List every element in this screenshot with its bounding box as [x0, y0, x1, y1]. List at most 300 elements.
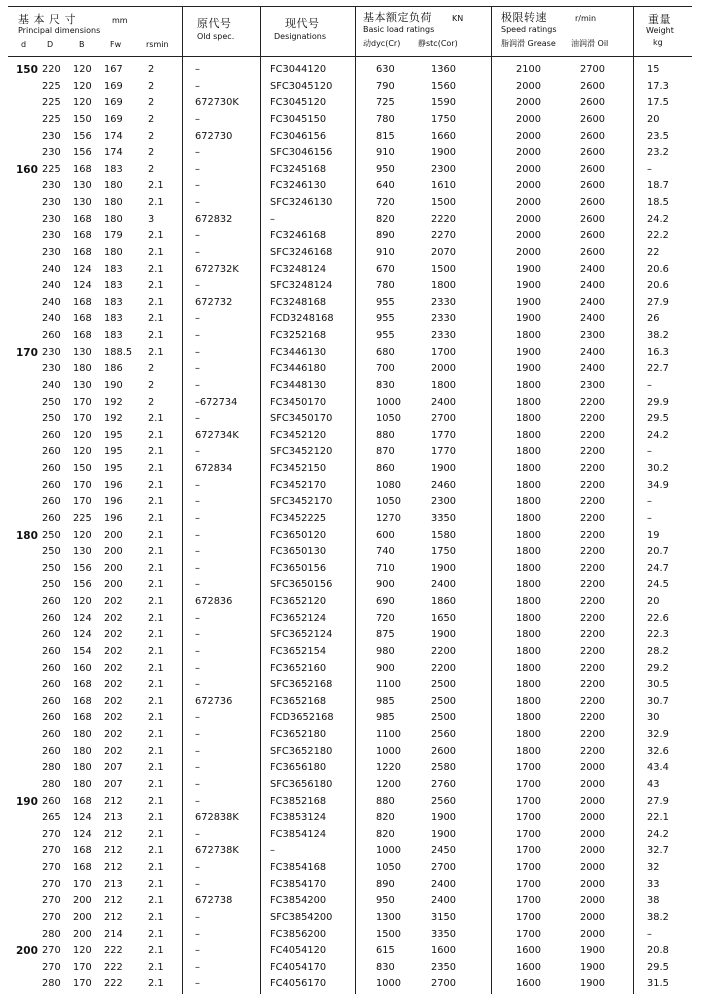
load-cor-cell: 2400 — [431, 396, 456, 408]
col-rsmin-cell: 2.1 — [148, 579, 164, 591]
speed-oil-cell: 2000 — [580, 878, 605, 890]
old-spec-cell: 672834 — [195, 463, 233, 474]
col-B-cell: 156 — [73, 147, 92, 159]
table-row — [0, 245, 701, 262]
col-D-cell: 230 — [42, 213, 61, 225]
load-cor-cell: 1750 — [431, 113, 456, 125]
col-Fw-cell: 222 — [104, 978, 123, 990]
speed-oil-cell: 2200 — [580, 479, 605, 491]
speed-grease-cell: 1800 — [516, 429, 541, 441]
col-D-cell: 270 — [42, 828, 61, 840]
table-row — [0, 760, 701, 777]
speed-oil-cell: 2200 — [580, 629, 605, 641]
speed-grease-cell: 1700 — [516, 828, 541, 840]
table-row — [0, 262, 701, 279]
col-D-cell: 260 — [42, 596, 61, 607]
old-spec-cell: – — [195, 197, 200, 208]
weight-cell: 27.9 — [647, 795, 669, 807]
designation-cell: FC3652154 — [270, 645, 327, 657]
table-row — [0, 827, 701, 844]
col-rsmin-cell: 2.1 — [148, 346, 164, 358]
col-rsmin-cell: 2.1 — [148, 978, 164, 990]
load-cor-cell: 2560 — [431, 795, 456, 807]
col-rsmin-cell: 2.1 — [148, 429, 164, 441]
old-spec-cell: – — [195, 363, 200, 375]
table-row — [0, 960, 701, 977]
col-D-cell: 260 — [42, 679, 61, 691]
weight-cell: – — [647, 496, 652, 508]
speed-oil-cell: 2200 — [580, 612, 605, 624]
designation-cell: SFC3248124 — [270, 280, 333, 292]
col-D-cell: 260 — [42, 712, 61, 724]
table-row — [0, 328, 701, 345]
col-Fw-cell: 183 — [104, 163, 123, 175]
old-spec-cell: – — [195, 978, 200, 990]
col-D-cell: 240 — [42, 280, 61, 292]
col-B-cell: 170 — [73, 878, 92, 890]
col-Fw-cell: 183 — [104, 263, 123, 275]
load-cor-cell: 2500 — [431, 695, 456, 707]
table-row — [0, 295, 701, 312]
col-Fw-cell: 169 — [104, 80, 123, 92]
weight-cell: 24.2 — [647, 828, 669, 840]
speed-oil-cell: 2400 — [580, 313, 605, 325]
weight-cell: 24.7 — [647, 562, 669, 574]
load-unit: KN — [452, 14, 464, 23]
col-rsmin-cell: 2.1 — [148, 878, 164, 890]
speed-oil-cell: 2000 — [580, 795, 605, 807]
col-D-header: D — [47, 40, 54, 49]
load-cr-cell: 860 — [376, 463, 395, 474]
col-rsmin-cell: 2.1 — [148, 895, 164, 907]
col-Fw-cell: 200 — [104, 529, 123, 541]
speed-oil-cell: 2400 — [580, 363, 605, 375]
speed-oil-cell: 2200 — [580, 695, 605, 707]
load-cr-cell: 720 — [376, 612, 395, 624]
col-Fw-cell: 169 — [104, 113, 123, 125]
col-Fw-cell: 212 — [104, 828, 123, 840]
old-spec-cell: 672836 — [195, 596, 233, 607]
weight-cell: 30 — [647, 712, 660, 724]
col-D-cell: 230 — [42, 230, 61, 242]
speed-title-cn: 极限转速 — [501, 11, 547, 24]
col-rsmin-cell: 2.1 — [148, 246, 164, 258]
old-spec-cell: – — [195, 828, 200, 840]
old-spec-cell: 672732K — [195, 263, 239, 275]
col-D-cell: 260 — [42, 429, 61, 441]
col-B-cell: 180 — [73, 729, 92, 740]
weight-cell: 23.5 — [647, 130, 669, 142]
col-rsmin-cell: 2.1 — [148, 296, 164, 308]
col-B-cell: 168 — [73, 845, 92, 857]
table-row — [0, 95, 701, 112]
load-cr-cell: 1100 — [376, 679, 401, 691]
old-spec-cell: – — [195, 230, 200, 242]
col-B-cell: 156 — [73, 130, 92, 142]
col-B-cell: 120 — [73, 529, 92, 541]
col-rsmin-cell: 2.1 — [148, 862, 164, 873]
weight-cell: – — [647, 928, 652, 940]
old-spec-cell: – — [195, 645, 200, 657]
col-D-cell: 260 — [42, 729, 61, 740]
weight-cell: 20 — [647, 596, 660, 607]
col-d-cell: 190 — [16, 795, 38, 808]
col-D-cell: 265 — [42, 812, 61, 824]
weight-cell: 32.9 — [647, 729, 669, 740]
col-B-cell: 200 — [73, 911, 92, 923]
col-D-cell: 260 — [42, 695, 61, 707]
load-cr-cell: 985 — [376, 695, 395, 707]
weight-cell: 43.4 — [647, 762, 669, 774]
old-spec-cell: 672738 — [195, 895, 233, 907]
designation-cell: SFC3854200 — [270, 911, 333, 923]
col-rsmin-cell: 2.1 — [148, 695, 164, 707]
speed-grease-cell: 1700 — [516, 762, 541, 774]
speed-oil-cell: 2300 — [580, 379, 605, 391]
speed-oil-cell: 2200 — [580, 712, 605, 724]
designation-cell: FC3650156 — [270, 562, 327, 574]
old-spec-cell: – — [195, 712, 200, 724]
old-spec-cell: – — [195, 413, 200, 425]
col-B-cell: 200 — [73, 928, 92, 940]
speed-grease-cell: 1800 — [516, 695, 541, 707]
weight-cell: 43 — [647, 778, 660, 790]
weight-cell: 30.2 — [647, 463, 669, 474]
speed-grease-cell: 1700 — [516, 878, 541, 890]
col-Fw-cell: 169 — [104, 97, 123, 109]
speed-oil-cell: 2200 — [580, 463, 605, 474]
load-cor-cell: 1600 — [431, 945, 456, 957]
speed-grease-cell: 1600 — [516, 978, 541, 990]
table-row — [0, 727, 701, 744]
col-rsmin-cell: 2 — [148, 64, 155, 75]
col-D-cell: 250 — [42, 546, 61, 558]
speed-oil-cell: 2600 — [580, 147, 605, 159]
load-cr-cell: 980 — [376, 645, 395, 657]
load-cor-cell: 1800 — [431, 280, 456, 292]
load-cor-cell: 1900 — [431, 629, 456, 641]
designation-cell: FC3252168 — [270, 330, 327, 341]
table-row — [0, 395, 701, 412]
load-cor-cell: 1770 — [431, 429, 456, 441]
old-spec-cell: – — [195, 512, 200, 524]
old-spec-cell: 672838K — [195, 812, 239, 824]
col-B-cell: 180 — [73, 745, 92, 757]
col-B-cell: 168 — [73, 163, 92, 175]
old-spec-cell: – — [195, 729, 200, 740]
old-spec-cell: – — [195, 313, 200, 325]
load-cor-cell: 1660 — [431, 130, 456, 142]
speed-oil-cell: 2600 — [580, 97, 605, 109]
col-rsmin-cell: 2.1 — [148, 463, 164, 474]
designation-cell: FC4056170 — [270, 978, 327, 990]
col-D-cell: 225 — [42, 163, 61, 175]
weight-cell: 24.2 — [647, 213, 669, 225]
old-spec-cell: – — [195, 246, 200, 258]
load-cor-cell: 2350 — [431, 961, 456, 973]
col-Fw-cell: 180 — [104, 197, 123, 208]
load-cr-cell: 710 — [376, 562, 395, 574]
load-cr-cell: 890 — [376, 230, 395, 242]
col-B-cell: 180 — [73, 363, 92, 375]
old-spec-cell: – — [195, 662, 200, 674]
col-D-cell: 250 — [42, 413, 61, 425]
weight-cell: 18.7 — [647, 180, 669, 192]
speed-grease-cell: 1800 — [516, 629, 541, 641]
load-cr-cell: 955 — [376, 330, 395, 341]
old-spec-cell: – — [195, 911, 200, 923]
weight-cell: 29.5 — [647, 961, 669, 973]
speed-oil-cell: 2600 — [580, 213, 605, 225]
col-B-cell: 120 — [73, 80, 92, 92]
speed-grease-cell: 1800 — [516, 529, 541, 541]
old-spec-cell: – — [195, 479, 200, 491]
weight-cell: 38.2 — [647, 330, 669, 341]
col-rsmin-cell: 2.1 — [148, 828, 164, 840]
weight-cell: 22.7 — [647, 363, 669, 375]
old-spec-cell: – — [195, 379, 200, 391]
col-Fw-cell: 222 — [104, 961, 123, 973]
col-rsmin-cell: 2 — [148, 130, 155, 142]
speed-oil-cell: 2000 — [580, 895, 605, 907]
load-cor-cell: 1860 — [431, 596, 456, 607]
speed-oil-cell: 2700 — [580, 64, 605, 75]
weight-unit: kg — [653, 38, 663, 47]
col-D-cell: 250 — [42, 579, 61, 591]
old-spec-cell: – — [195, 778, 200, 790]
speed-oil-cell: 2000 — [580, 812, 605, 824]
col-Fw-cell: 196 — [104, 496, 123, 508]
load-cor-cell: 3350 — [431, 512, 456, 524]
speed-grease-cell: 2000 — [516, 80, 541, 92]
load-cr-cell: 910 — [376, 147, 395, 159]
load-cr-cell: 1200 — [376, 778, 401, 790]
speed-oil-cell: 2200 — [580, 662, 605, 674]
speed-oil-cell: 2000 — [580, 928, 605, 940]
speed-title-en: Speed ratings — [501, 25, 557, 34]
load-cor-cell: 1750 — [431, 546, 456, 558]
table-body — [0, 62, 701, 993]
old-spec-cell: – — [195, 878, 200, 890]
load-cr-cell: 1050 — [376, 496, 401, 508]
load-cor-cell: 2400 — [431, 579, 456, 591]
col-B-cell: 154 — [73, 645, 92, 657]
col-D-cell: 260 — [42, 662, 61, 674]
col-B-cell: 170 — [73, 479, 92, 491]
col-Fw-cell: 190 — [104, 379, 123, 391]
load-cr-cell: 1000 — [376, 978, 401, 990]
weight-cell: – — [647, 379, 652, 391]
load-cor-cell: 2200 — [431, 645, 456, 657]
weight-cell: 28.2 — [647, 645, 669, 657]
table-row — [0, 627, 701, 644]
col-D-cell: 230 — [42, 346, 61, 358]
speed-oil-cell: 2000 — [580, 862, 605, 873]
speed-grease-cell: 1600 — [516, 961, 541, 973]
dims-title-en: Principal dimensions — [18, 26, 101, 35]
speed-oil-cell: 2000 — [580, 778, 605, 790]
old-spec-cell: 672730 — [195, 130, 233, 142]
load-cr-cell: 820 — [376, 828, 395, 840]
speed-grease-cell: 1900 — [516, 363, 541, 375]
col-rsmin-cell: 2.1 — [148, 612, 164, 624]
col-D-cell: 240 — [42, 379, 61, 391]
load-cr-cell: 780 — [376, 280, 395, 292]
weight-title-cn: 重量 — [648, 13, 671, 26]
col-d-cell: 200 — [16, 945, 38, 958]
speed-oil-cell: 1900 — [580, 961, 605, 973]
col-B-cell: 156 — [73, 579, 92, 591]
designation-cell: FC3246168 — [270, 230, 327, 242]
table-row — [0, 212, 701, 229]
weight-cell: 20 — [647, 113, 660, 125]
designation-cell: FC3446130 — [270, 346, 327, 358]
speed-grease-cell: 1800 — [516, 645, 541, 657]
load-cor-cell: 1900 — [431, 562, 456, 574]
load-cr-cell: 740 — [376, 546, 395, 558]
load-cor-cell: 1580 — [431, 529, 456, 541]
designation-cell: FC3652180 — [270, 729, 327, 740]
designation-cell: FC3246130 — [270, 180, 327, 192]
col-rsmin-cell: 2 — [148, 97, 155, 109]
old-spec-cell: – — [195, 945, 200, 957]
col-Fw-cell: 202 — [104, 629, 123, 641]
designation-cell: FC3650120 — [270, 529, 327, 541]
table-row — [0, 311, 701, 328]
col-rsmin-cell: 2.1 — [148, 596, 164, 607]
old-spec-cell: – — [195, 762, 200, 774]
old-spec-cell: – — [195, 80, 200, 92]
weight-cell: 29.2 — [647, 662, 669, 674]
weight-cell: 32.7 — [647, 845, 669, 857]
designation-cell: FC3452150 — [270, 463, 327, 474]
speed-grease-cell: 1800 — [516, 396, 541, 408]
load-cr-cell: 720 — [376, 197, 395, 208]
weight-cell: 17.5 — [647, 97, 669, 109]
weight-cell: – — [647, 446, 652, 458]
col-rsmin-cell: 2.1 — [148, 762, 164, 774]
col-rsmin-cell: 2.1 — [148, 812, 164, 824]
col-Fw-cell: 195 — [104, 463, 123, 474]
designation-cell: SFC3246130 — [270, 197, 333, 208]
col-Fw-cell: 202 — [104, 679, 123, 691]
speed-grease-cell: 1700 — [516, 895, 541, 907]
col-B-cell: 124 — [73, 263, 92, 275]
col-D-cell: 260 — [42, 496, 61, 508]
weight-cell: 22.6 — [647, 612, 669, 624]
table-row — [0, 777, 701, 794]
speed-oil-cell: 2600 — [580, 113, 605, 125]
speed-grease-cell: 1800 — [516, 662, 541, 674]
designation-cell: FC3852168 — [270, 795, 327, 807]
table-row — [0, 893, 701, 910]
weight-cell: 32 — [647, 862, 660, 873]
speed-oil-header: 油润滑 Oil — [571, 39, 609, 48]
designation-cell: FC3856200 — [270, 928, 327, 940]
col-B-cell: 160 — [73, 662, 92, 674]
load-cor-cell: 2460 — [431, 479, 456, 491]
col-Fw-cell: 212 — [104, 845, 123, 857]
speed-grease-cell: 2000 — [516, 97, 541, 109]
weight-cell: 27.9 — [647, 296, 669, 308]
col-D-cell: 240 — [42, 313, 61, 325]
load-cr-cell: 640 — [376, 180, 395, 192]
table-row — [0, 162, 701, 179]
designation-cell: SFC3046156 — [270, 147, 333, 159]
col-rsmin-cell: 2.1 — [148, 778, 164, 790]
old-spec-cell: – — [195, 928, 200, 940]
designation-cell: SFC3045120 — [270, 80, 333, 92]
col-D-cell: 280 — [42, 928, 61, 940]
col-Fw-cell: 222 — [104, 945, 123, 957]
col-B-cell: 156 — [73, 562, 92, 574]
load-cr-cell: 1000 — [376, 745, 401, 757]
weight-cell: – — [647, 163, 652, 175]
col-D-cell: 225 — [42, 80, 61, 92]
col-B-cell: 150 — [73, 113, 92, 125]
load-cr-cell: 830 — [376, 961, 395, 973]
load-cr-cell: 955 — [376, 296, 395, 308]
old-spec-cell: – — [195, 679, 200, 691]
table-row — [0, 178, 701, 195]
old-spec-cell: 672734K — [195, 429, 239, 441]
col-d-header: d — [21, 40, 27, 49]
old-spec-title-cn: 原代号 — [197, 17, 232, 30]
load-cr-cell: 790 — [376, 80, 395, 92]
speed-grease-cell: 2000 — [516, 197, 541, 208]
col-Fw-cell: 183 — [104, 296, 123, 308]
load-cor-cell: 1770 — [431, 446, 456, 458]
col-rsmin-cell: 2.1 — [148, 562, 164, 574]
designation-cell: FC3853124 — [270, 812, 327, 824]
load-cor-cell: 1560 — [431, 80, 456, 92]
col-D-cell: 260 — [42, 330, 61, 341]
col-B-cell: 124 — [73, 612, 92, 624]
old-spec-cell: 672736 — [195, 695, 233, 707]
speed-grease-cell: 1700 — [516, 778, 541, 790]
designation-cell: FC3652160 — [270, 662, 327, 674]
col-B-cell: 168 — [73, 246, 92, 258]
col-Fw-header: Fw — [110, 40, 122, 49]
speed-oil-cell: 2200 — [580, 512, 605, 524]
weight-cell: 20.8 — [647, 945, 669, 957]
speed-grease-cell: 2000 — [516, 213, 541, 225]
load-cor-cell: 2500 — [431, 712, 456, 724]
load-cor-cell: 2500 — [431, 679, 456, 691]
speed-oil-cell: 2300 — [580, 330, 605, 341]
col-B-cell: 170 — [73, 413, 92, 425]
table-row — [0, 112, 701, 129]
load-cr-cell: 1100 — [376, 729, 401, 740]
col-rsmin-cell: 2 — [148, 80, 155, 92]
speed-oil-cell: 2200 — [580, 546, 605, 558]
designation-title-cn: 现代号 — [285, 17, 320, 30]
speed-oil-cell: 2400 — [580, 263, 605, 275]
load-cr-cell: 725 — [376, 97, 395, 109]
speed-oil-cell: 2200 — [580, 729, 605, 740]
speed-grease-cell: 1700 — [516, 812, 541, 824]
col-D-cell: 270 — [42, 961, 61, 973]
col-B-cell: 120 — [73, 945, 92, 957]
table-row — [0, 877, 701, 894]
designation-cell: FCD3248168 — [270, 313, 334, 325]
col-D-cell: 230 — [42, 246, 61, 258]
designation-cell: SFC3652168 — [270, 679, 333, 691]
load-cor-cell: 2070 — [431, 246, 456, 258]
load-cor-cell: 1610 — [431, 180, 456, 192]
speed-grease-cell: 1800 — [516, 330, 541, 341]
old-spec-cell: – — [195, 862, 200, 873]
